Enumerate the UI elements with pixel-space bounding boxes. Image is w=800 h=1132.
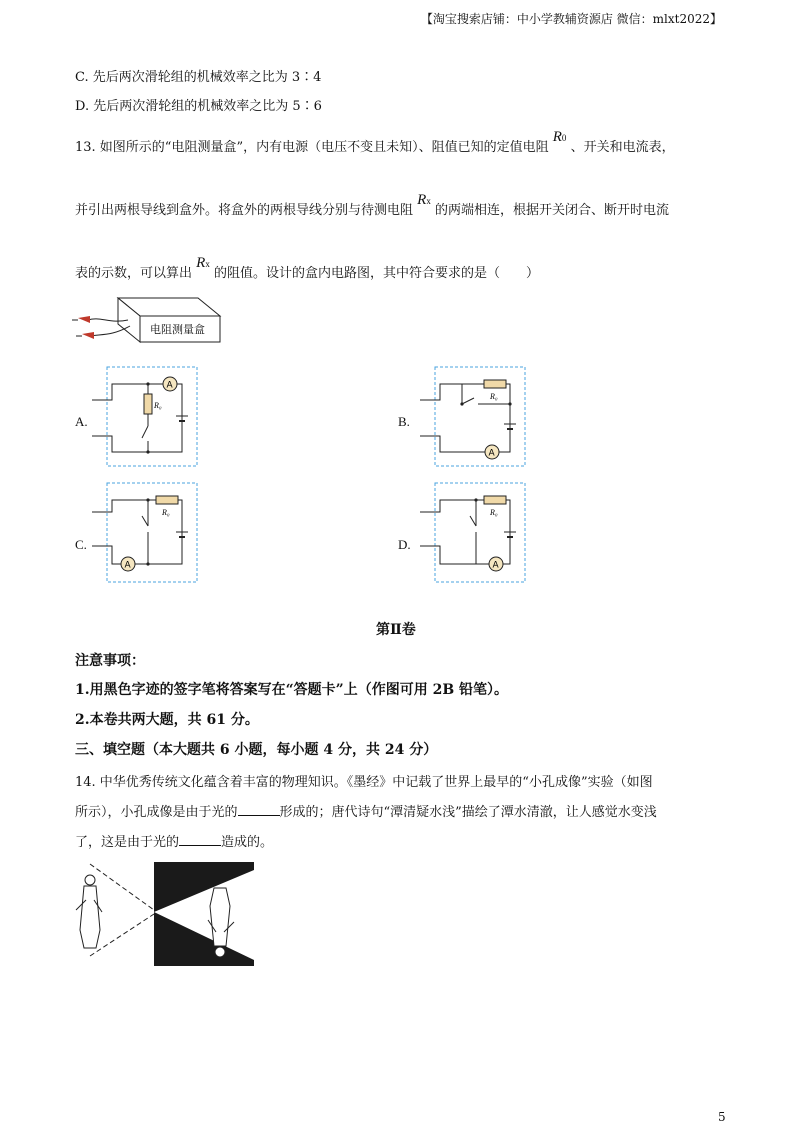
circuit-d-diagram xyxy=(420,482,528,584)
pinhole-imaging-figure xyxy=(70,860,270,970)
option-d-label: D. xyxy=(398,537,411,552)
circuit-c-resistor-label: R₀ xyxy=(162,508,170,517)
q13-line-1 xyxy=(75,129,675,156)
circuit-c-diagram xyxy=(92,482,200,584)
notice-title: 注意事项： xyxy=(75,653,145,669)
section-2-title: 第Ⅱ卷 xyxy=(376,622,416,638)
circuit-b-resistor-label: R₀ xyxy=(490,392,498,401)
answer-blank-2[interactable] xyxy=(179,833,221,846)
q13-line-3-b: 的阻值。设计的盒内电路图，其中符合要求的是（ ） xyxy=(213,266,539,281)
page-number: 5 xyxy=(718,1110,726,1124)
resistance-measuring-box-figure xyxy=(70,296,230,356)
q14-line-2-a: 所示），小孔成像是由于光的 xyxy=(75,805,238,820)
q14-line-3-a: 了，这是由于光的 xyxy=(75,835,180,850)
q14-line-3-b: 造成的。 xyxy=(221,835,274,850)
q13-line-3-a: 表的示数，可以算出 xyxy=(75,266,193,281)
q13-line-1-a: 13. 如图所示的“电阻测量盒”，内有电源（电压不变且未知）、阻值已知的定值电阻 xyxy=(75,140,549,155)
circuit-b-ammeter-letter: A xyxy=(488,448,495,459)
part-3-title: 三、填空题（本大题共 6 小题，每小题 4 分，共 24 分） xyxy=(75,742,438,758)
q12-option-d: D. 先后两次滑轮组的机械效率之比为 5∶6 xyxy=(75,99,322,114)
q14-line-2 xyxy=(75,801,657,820)
rx-symbol: Rx xyxy=(417,192,431,208)
circuit-a-diagram xyxy=(92,366,200,468)
option-c-label: C. xyxy=(75,537,87,552)
option-a-label: A. xyxy=(75,414,88,429)
circuit-d-ammeter-letter: A xyxy=(492,560,499,571)
r0-symbol: R0 xyxy=(552,129,567,145)
circuit-c-ammeter-letter: A xyxy=(124,560,131,571)
q14-line-2-b: 形成的；唐代诗句“潭清疑水浅”描绘了潭水清澈，让人感觉水变浅 xyxy=(279,805,657,820)
q13-line-2 xyxy=(75,192,669,219)
rx-symbol-2: Rx xyxy=(196,255,210,271)
q13-line-3 xyxy=(75,255,539,282)
q12-option-c: C. 先后两次滑轮组的机械效率之比为 3∶4 xyxy=(75,70,322,85)
circuit-a-resistor-label: R₀ xyxy=(154,401,162,410)
notice-item-1: 1.用黑色字迹的签字笔将答案写在“答题卡”上（作图可用 2B 铅笔）。 xyxy=(75,682,509,698)
circuit-b-diagram xyxy=(420,366,528,468)
q13-line-1-b: 、开关和电流表， xyxy=(570,140,675,155)
q13-line-2-b: 的两端相连，根据开关闭合、断开时电流 xyxy=(434,203,669,218)
q14-line-3 xyxy=(75,831,273,850)
header-shop-note: 【淘宝搜索店铺：中小学教辅资源店 微信：mlxt2022】 xyxy=(420,12,722,26)
circuit-d-resistor-label: R₀ xyxy=(490,508,498,517)
circuit-a-ammeter-letter: A xyxy=(166,380,173,391)
q14-line-1: 14. 中华优秀传统文化蕴含着丰富的物理知识。《墨经》中记载了世界上最早的“小孔成像”实验（如图 xyxy=(75,775,653,790)
answer-blank-1[interactable] xyxy=(238,803,280,816)
q13-line-2-a: 并引出两根导线到盒外。将盒外的两根导线分别与待测电阻 xyxy=(75,203,414,218)
box-label: 电阻测量盒 xyxy=(150,323,205,336)
notice-item-2: 2.本卷共两大题，共 61 分。 xyxy=(75,712,259,728)
option-b-label: B. xyxy=(398,414,410,429)
